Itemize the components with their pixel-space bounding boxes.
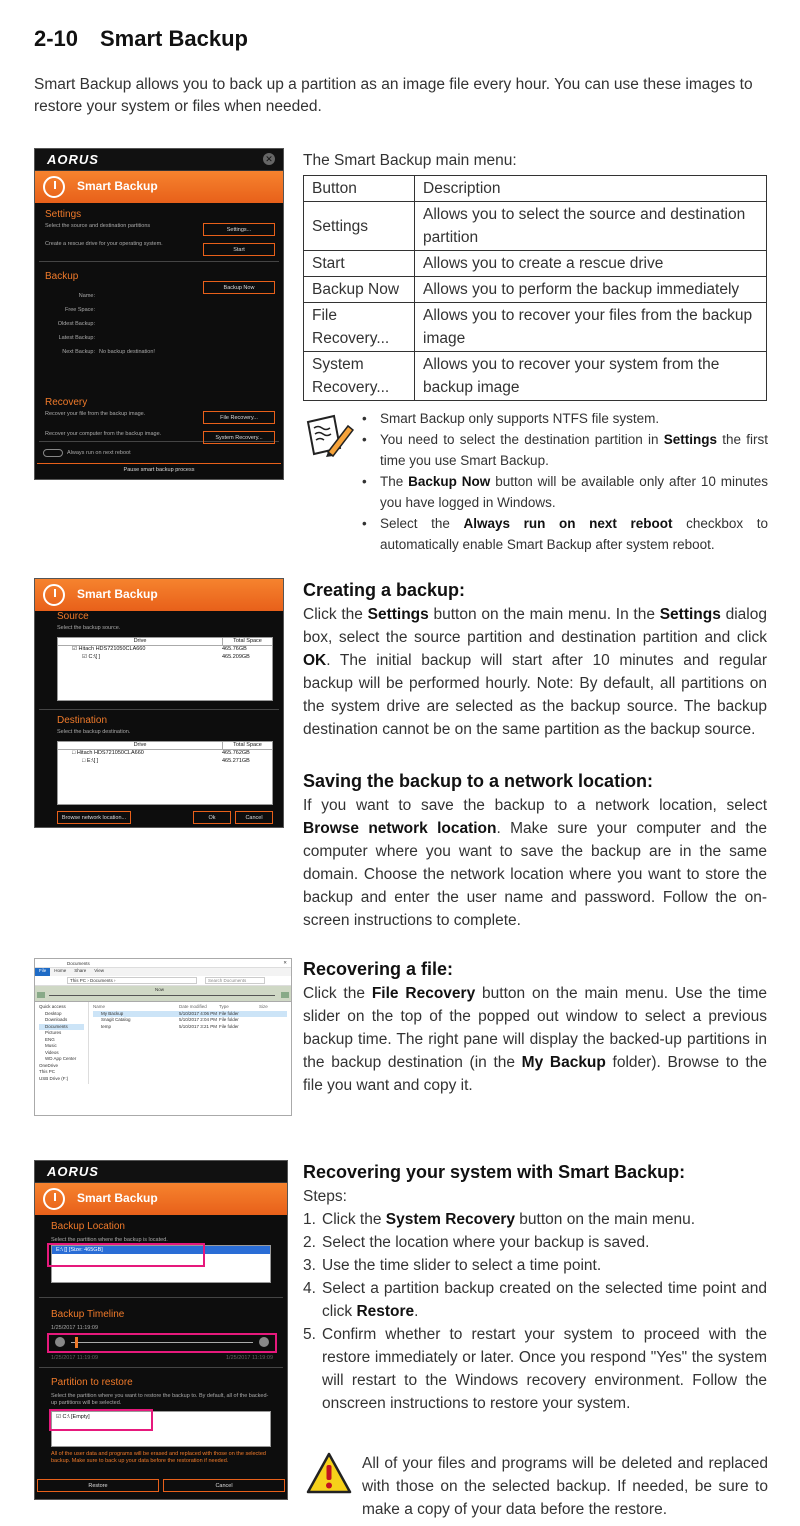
section-number: 2-10 [34, 26, 79, 51]
nav-item[interactable]: Desktop [45, 1010, 62, 1016]
recovery-heading: Recovery [45, 397, 88, 408]
backup-location-heading: Backup Location [51, 1221, 125, 1232]
page-title [34, 26, 248, 52]
table-row[interactable]: ☑ Hitach HDS721050CLA660 465.76GB [72, 646, 247, 652]
nav-item[interactable]: WD App Center [45, 1056, 77, 1061]
list-item: • You need to select the destination partition in Settings the first time you use Smart Backup. [362, 429, 768, 471]
column-header[interactable]: Size [259, 1004, 268, 1009]
rescue-desc: Create a rescue drive for your operating system. [45, 241, 163, 247]
latest-backup-label: Latest Backup: [58, 335, 95, 341]
clock-icon [43, 584, 65, 606]
backup-location-hint: Select the partition where the backup is located. [51, 1237, 168, 1243]
file-recovery-button[interactable]: File Recovery... [203, 411, 275, 424]
table-row[interactable]: temp 5/10/2017 3:21 PM File folder [101, 1023, 239, 1029]
destination-drive-list[interactable] [57, 741, 273, 805]
window-titlebar [35, 1161, 287, 1183]
list-item: • Select the Always run on next reboot checkbox to automatically enable Smart Backup after system reboot. [362, 513, 768, 555]
browse-network-button[interactable]: Browse network location... [57, 811, 131, 824]
backup-now-button[interactable]: Backup Now [203, 281, 275, 294]
close-icon[interactable]: ✕ [283, 960, 287, 965]
warning-icon [306, 1452, 352, 1494]
slider-track[interactable] [49, 995, 275, 996]
settings-button[interactable]: Settings... [203, 223, 275, 236]
nav-item[interactable]: Downloads [45, 1017, 68, 1022]
button-description-table [303, 175, 767, 401]
file-recovery-desc: Recover your file from the backup image. [45, 411, 146, 417]
clock-icon [43, 176, 65, 198]
table-row [304, 202, 767, 251]
table-row[interactable]: My Backup 5/10/2017 4:06 PM File folder [93, 1011, 287, 1018]
system-recovery-desc: Recover your computer from the backup image. [45, 431, 162, 437]
section-paragraph: If you want to save the backup to a network location, select Browse network location. Make sure your computer and the computer where you want to save the backup are in the same domain. Choose the network location where you want to store the backup and enter the user name and password. Follow the on-screen instructions to complete. [303, 797, 767, 929]
section-paragraph: Click the File Recovery button on the main menu. Use the time slider on the top of the popped out window to select a previous backup time. The right pane will display the backed-up partitions in the backup destination (in the My Backup folder). Browse to the file you want and copy it. [303, 985, 767, 1094]
list-item[interactable]: ☑ C:\ [Empty] [56, 1414, 90, 1420]
section-paragraph: Click the Settings button on the main menu. In the Settings dialog box, select the source partition and destination partition and click OK. The initial backup will start after 10 minutes and regular backup will be performed hourly. Note: By default, all partitions on the system drive are selected as the backup source. The backup destination cannot be on the same partition as the backup source. [303, 606, 767, 738]
main-menu-window [34, 148, 284, 480]
network-section [303, 771, 767, 932]
nav-item[interactable]: ENG [45, 1036, 55, 1042]
destination-heading: Destination [57, 715, 108, 726]
nav-item[interactable]: Documents [39, 1024, 84, 1031]
divider [39, 709, 279, 710]
partition-hint: Select the partition where you want to restore the backup to. By default, all of the backed-up partitions will be selected. [51, 1393, 269, 1406]
tab-home[interactable]: Home [54, 968, 67, 973]
table-cell: Start [304, 251, 415, 277]
file-list [89, 1002, 291, 1084]
restore-button[interactable]: Restore [37, 1479, 159, 1492]
cancel-button[interactable]: Cancel [235, 811, 273, 824]
recover-system-section [303, 1162, 767, 1415]
section-title: Smart Backup [100, 26, 248, 51]
table-row[interactable]: ☑ C:\[ ] 465.209GB [82, 654, 250, 660]
table-cell: File Recovery... [304, 303, 415, 352]
table-caption: The Smart Backup main menu: [303, 152, 517, 169]
tab-file[interactable]: File [35, 968, 50, 976]
table-cell: Allows you to recover your files from the backup image [415, 303, 767, 352]
app-title: Smart Backup [77, 179, 158, 193]
nav-item[interactable]: Videos [45, 1049, 59, 1055]
nav-item[interactable]: Quick access [39, 1004, 66, 1009]
address-bar[interactable]: This PC › Documents › [67, 977, 197, 984]
backup-timeline-heading: Backup Timeline [51, 1309, 125, 1320]
table-cell: System Recovery... [304, 352, 415, 401]
list-item: 5. Confirm whether to restart your system to proceed with the restore immediately or later. Once you respond "Yes" the system will restart to the Windows recovery environment. Follow the onscreen instructions to restore your system. [303, 1326, 767, 1412]
divider [39, 1367, 283, 1368]
file-explorer-window [34, 958, 292, 1116]
table-row[interactable]: Snagit Catalog 5/10/2017 2:04 PM File folder [101, 1017, 239, 1022]
clock-icon [43, 1188, 65, 1210]
column-header-space: Total Space [222, 638, 272, 645]
app-title: Smart Backup [77, 587, 158, 601]
ok-button[interactable]: Ok [193, 811, 231, 824]
table-cell: Allows you to perform the backup immediately [415, 277, 767, 303]
app-header-band [35, 171, 283, 203]
column-header[interactable]: Type [219, 1004, 229, 1009]
table-row [304, 277, 767, 303]
start-button[interactable]: Start [203, 243, 275, 256]
slider-left-arrow[interactable] [37, 992, 45, 998]
nav-item[interactable]: USB Drive (F:) [39, 1075, 69, 1081]
table-cell: Allows you to select the source and destination partition [415, 202, 767, 251]
cancel-button[interactable]: Cancel [163, 1479, 285, 1492]
list-item: 4. Select a partition backup created on the selected time point and click Restore. [303, 1280, 767, 1320]
system-recovery-button[interactable]: System Recovery... [203, 431, 275, 444]
search-input[interactable]: Search Documents [205, 977, 265, 984]
column-header-drive: Drive [133, 638, 147, 644]
column-header-space: Total Space [222, 742, 272, 749]
next-backup-value: No backup destination! [99, 349, 155, 355]
list-item: • The Backup Now button will be available only after 10 minutes you have logged in Windows. [362, 471, 768, 513]
destination-hint: Select the backup destination. [57, 729, 131, 735]
app-header-band [35, 579, 283, 611]
settings-desc: Select the source and destination partitions [45, 223, 151, 229]
list-item[interactable]: E:\ [] [Size: 465GB] [52, 1246, 270, 1254]
section-heading: Saving the backup to a network location: [303, 771, 654, 791]
creating-backup-section [303, 580, 767, 741]
table-header-row [304, 176, 767, 202]
column-header[interactable]: Date modified [179, 1004, 207, 1009]
table-header: Button [304, 176, 415, 202]
recover-file-section [303, 959, 767, 1097]
source-drive-list[interactable] [57, 637, 273, 701]
table-cell: Allows you to create a rescue drive [415, 251, 767, 277]
app-title: Smart Backup [77, 1191, 158, 1205]
list-item: 2. Select the location where your backup is saved. [303, 1234, 650, 1251]
source-heading: Source [57, 611, 89, 622]
list-item: 3. Use the time slider to select a time point. [303, 1257, 602, 1274]
partition-heading: Partition to restore [51, 1377, 133, 1388]
free-space-label: Free Space: [65, 307, 95, 313]
backup-heading: Backup [45, 271, 79, 282]
source-hint: Select the backup source. [57, 625, 121, 631]
table-row [304, 303, 767, 352]
oldest-backup-label: Oldest Backup: [57, 321, 95, 327]
next-backup-label: Next Backup: [62, 349, 95, 355]
reboot-toggle-label: Always run on next reboot [67, 450, 131, 456]
time-slider[interactable] [35, 986, 291, 1002]
list-item: • Smart Backup only supports NTFS file system. [362, 408, 768, 429]
table-header: Description [415, 176, 767, 202]
steps-list [303, 1208, 767, 1415]
aorus-logo: AORUS [47, 1164, 99, 1179]
steps-label: Steps: [303, 1188, 347, 1205]
table-row [304, 251, 767, 277]
table-row[interactable]: □ Hitach HDS721050CLA660 465.762GB [72, 750, 250, 756]
nav-item[interactable]: OneDrive [39, 1062, 59, 1068]
slider-right-arrow[interactable] [281, 992, 289, 998]
table-cell: Backup Now [304, 277, 415, 303]
name-label: Name: [78, 293, 95, 299]
restore-warning: All of the user data and programs will be erased and replaced with those on the selected backup. Make sure to back up your data before the restoration if needed. [51, 1451, 266, 1464]
slider-label: Now [155, 987, 165, 992]
nav-item[interactable]: Pictures [45, 1030, 62, 1035]
highlight-box [47, 1243, 205, 1267]
nav-item[interactable]: This PC [39, 1069, 56, 1074]
column-header[interactable]: Name [93, 1004, 106, 1009]
app-header-band [35, 1183, 287, 1215]
window-title: Documents [67, 960, 90, 966]
section-heading: Recovering your system with Smart Backup: [303, 1162, 686, 1182]
settings-heading: Settings [45, 209, 82, 220]
column-header-drive: Drive [133, 742, 147, 748]
table-row [304, 352, 767, 401]
system-recovery-window [34, 1160, 288, 1500]
navigation-pane [35, 1002, 89, 1084]
pause-button[interactable]: Pause smart backup process [37, 463, 281, 476]
aorus-logo: AORUS [47, 152, 99, 167]
note-pencil-icon [304, 412, 354, 458]
notes-list [362, 408, 768, 555]
caution-text: All of your files and programs will be deleted and replaced with those on the selected backup. If needed, be sure to make a copy of your data before the restore. [362, 1455, 768, 1518]
table-row[interactable]: □ E:\[ ] 465.271GB [82, 758, 250, 764]
window-titlebar [35, 149, 283, 171]
table-cell: Settings [304, 202, 415, 251]
timeline-start: 1/25/2017 11:19:09 [51, 1355, 98, 1361]
timeline-end: 1/25/2017 11:19:09 [226, 1355, 273, 1361]
timeline-current: 1/25/2017 11:19:09 [51, 1325, 98, 1331]
section-heading: Recovering a file: [303, 959, 454, 979]
divider [39, 1297, 283, 1298]
highlight-box [49, 1409, 153, 1431]
table-cell: Allows you to recover your system from the backup image [415, 352, 767, 401]
nav-item[interactable]: Music [45, 1043, 57, 1048]
list-item: 1. Click the System Recovery button on the main menu. [303, 1211, 696, 1228]
highlight-box [47, 1333, 277, 1353]
section-heading: Creating a backup: [303, 580, 466, 600]
settings-window [34, 578, 284, 828]
tab-view[interactable]: View [94, 968, 104, 973]
reboot-toggle[interactable] [43, 449, 63, 457]
tab-share[interactable]: Share [74, 968, 87, 973]
close-icon[interactable]: ✕ [263, 153, 275, 165]
intro-paragraph: Smart Backup allows you to back up a partition as an image file every hour. You can use these images to restore your system or files when needed. [34, 76, 753, 115]
divider [39, 261, 279, 262]
